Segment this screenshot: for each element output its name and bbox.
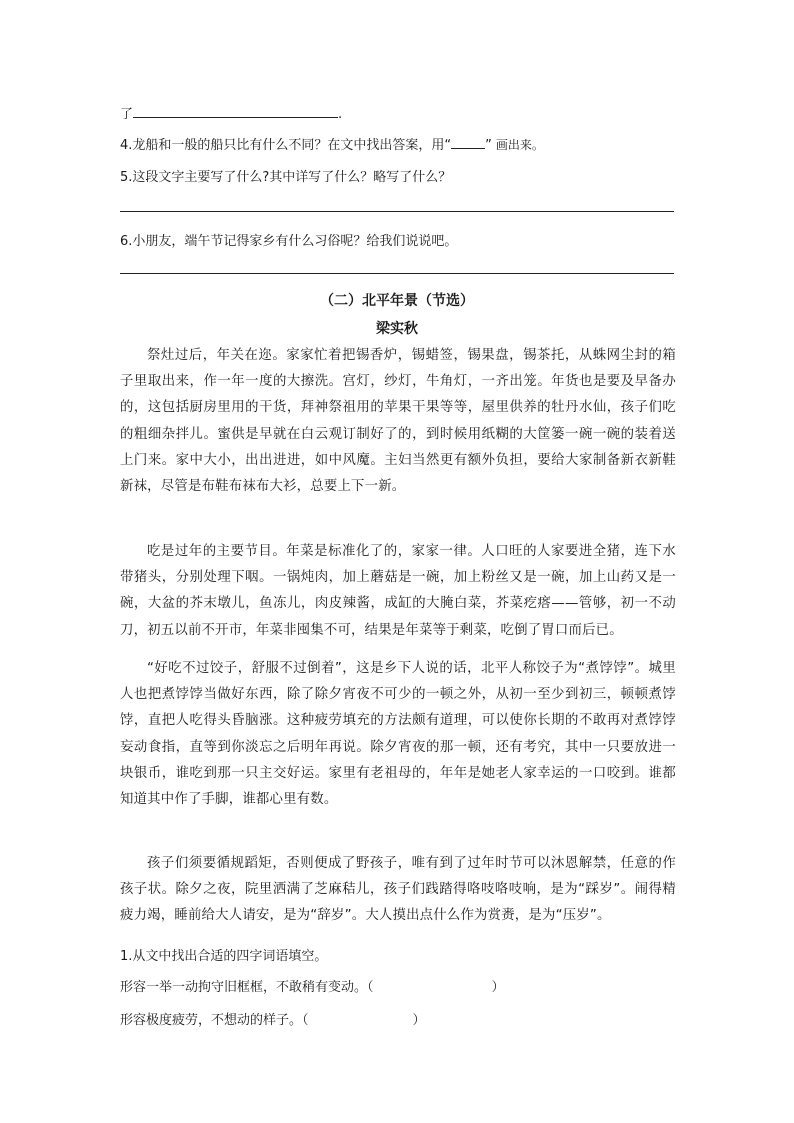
q3-blank[interactable] <box>133 104 338 118</box>
q5-answer-line[interactable] <box>120 211 674 212</box>
q3-suffix: . <box>338 107 343 122</box>
question-4 <box>120 134 544 153</box>
q4-hint: 画出来。 <box>495 138 544 152</box>
item1-text: 形容一举一动拘守旧框框，不敢稍有变动。（ <box>120 980 374 995</box>
item2-text: 形容极度疲劳，不想动的样子。（ <box>120 1013 309 1028</box>
q4-underline-sample <box>451 135 485 149</box>
paragraph-4: 孩子们须要循规蹈矩，否则便成了野孩子，唯有到了过年时节可以沐恩解禁，任意的作孩子状。除夕之夜，院里洒满了芝麻秸儿，孩子们践踏得咯吱咯吱响，是为“踩岁”。闹得精疲力竭，睡前给大人请安，是为“辞岁”。大人摸出点什么作为赏赉，是为“压岁”。 <box>120 856 676 924</box>
q4-quote-close: ” <box>485 138 492 153</box>
passage-author: 梁实秋 <box>376 321 418 337</box>
question-6: 6.小朋友，端午节记得家乡有什么习俗呢？给我们说说吧。 <box>120 234 458 249</box>
exercise-item-2 <box>120 1009 426 1028</box>
passage-title: （二）北平年景（节选） <box>320 293 474 309</box>
q6-answer-line[interactable] <box>120 273 674 274</box>
q4-text: 4.龙船和一般的船只比有什么不同？在文中找出答案，用“ <box>120 138 452 153</box>
paragraph-2: 吃是过年的主要节目。年菜是标准化了的，家家一律。人口旺的人家要进全猪，连下水带猪头，分别处理下咽。一锅炖肉，加上蘑菇是一碗，加上粉丝又是一碗，加上山药又是一碗，大盆的芥末墩儿，鱼冻儿，肉皮辣酱，成缸的大腌白菜，芥菜疙瘩——管够，初一不动刀，初五以前不开市，年菜非囤集不可，结果是年菜等于剩菜，吃倒了胃口而后已。 <box>120 544 676 638</box>
paragraph-3: “好吃不过饺子，舒服不过倒着”，这是乡下人说的话，北平人称饺子为“煮饽饽”。城里人也把煮饽饽当做好东西，除了除夕宵夜不可少的一顿之外，从初一至少到初三，顿顿煮饽饽，直把人吃得头昏脑涨。这种疲劳填充的方法颇有道理，可以使你长期的不敢再对煮饽饽妄动食指，直等到你淡忘之后明年再说。除夕宵夜的那一顿，还有考究，其中一只要放进一块银币，谁吃到那一只主交好运。家里有老祖母的，年年是她老人家幸运的一口咬到。谁都知道其中作了手脚，谁都心里有数。 <box>120 661 676 808</box>
item1-close: ） <box>491 980 505 995</box>
item2-close: ） <box>412 1013 426 1028</box>
q3-answer-line <box>120 103 342 122</box>
question-5: 5.这段文字主要写了什么?其中详写了什么？略写了什么？ <box>120 170 452 185</box>
paragraph-1: 祭灶过后，年关在迩。家家忙着把锡香炉，锡蜡签，锡果盘，锡茶托，从蛛网尘封的箱子里取出来，作一年一度的大擦洗。宫灯，纱灯，牛角灯，一齐出笼。年货也是要及早备办的，这包括厨房里用的干货，拜神祭祖用的苹果干果等等，屋里供养的牡丹水仙，孩子们吃的粗细杂拌儿。蜜供是早就在白云观订制好了的，到时候用纸糊的大筐篓一碗一碗的装着送上门来。家中大小，出出进进，如中风魔。主妇当然更有额外负担，要给大家制备新衣新鞋新袜，尽管是布鞋布袜布大衫，总要上下一新。 <box>120 348 676 495</box>
exercise-q1: 1.从文中找出合适的四字词语填空。 <box>120 949 328 964</box>
q3-prefix: 了 <box>120 107 134 122</box>
exercise-item-1 <box>120 976 505 995</box>
